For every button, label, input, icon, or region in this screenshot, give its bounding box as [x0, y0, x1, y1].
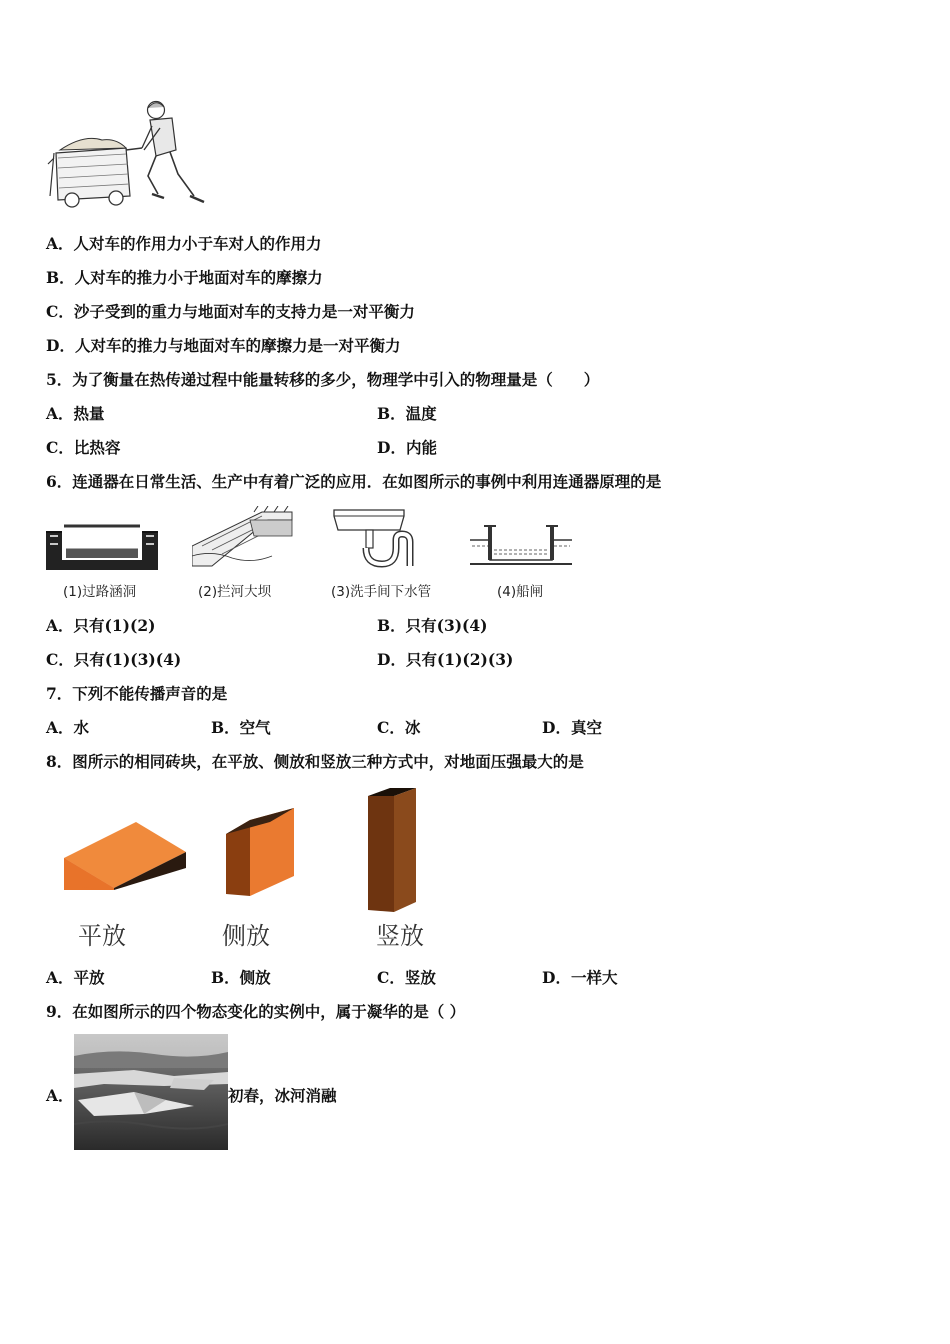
option-text: 内能	[405, 438, 437, 457]
option-text: 沙子受到的重力与地面对车的支持力是一对平衡力	[73, 302, 415, 321]
option-letter: B．	[46, 268, 75, 287]
option-text: 水	[73, 718, 90, 737]
brick-flat-caption: 平放	[78, 922, 126, 950]
q8-option-c	[377, 968, 436, 988]
option-text: 空气	[239, 718, 271, 737]
option-letter: C．	[46, 302, 74, 321]
option-text: 竖放	[404, 968, 436, 987]
q9-stem: 9．在如图所示的四个物态变化的实例中，属于凝华的是（ ）	[46, 1002, 466, 1021]
option-letter: C．	[377, 718, 405, 737]
q9-option-a-text: 初春，冰河消融	[228, 1086, 337, 1105]
option-text: 侧放	[239, 968, 271, 987]
brick-side-figure	[224, 806, 296, 898]
q7-option-a	[46, 718, 89, 738]
sink-drain-figure	[330, 506, 430, 572]
option-letter: B．	[211, 968, 240, 987]
option-letter: C．	[46, 438, 74, 457]
q4-option-b	[46, 268, 323, 288]
q4-option-a	[46, 234, 322, 254]
brick-side-caption: 侧放	[222, 922, 270, 950]
culvert-caption: (1)过路涵洞	[63, 584, 137, 600]
option-letter: D．	[46, 336, 75, 355]
option-text: 只有(1)(2)(3)	[405, 650, 514, 669]
brick-flat-figure	[62, 814, 188, 894]
option-text: 温度	[405, 404, 437, 423]
dam-caption: (2)拦河大坝	[198, 584, 272, 600]
q8-option-d	[542, 968, 617, 988]
option-letter: B．	[377, 616, 406, 635]
q7-stem: 7．下列不能传播声音的是	[46, 684, 228, 703]
q5-option-b	[377, 404, 437, 424]
option-letter: A．	[46, 404, 74, 423]
option-letter: D．	[542, 718, 571, 737]
option-text: 人对车的作用力小于车对人的作用力	[73, 234, 322, 253]
dam-figure	[192, 506, 296, 572]
option-text: 比热容	[73, 438, 121, 457]
q4-option-c	[46, 302, 415, 322]
q7-option-b	[211, 718, 271, 738]
option-letter: C．	[46, 650, 74, 669]
option-text: 真空	[570, 718, 602, 737]
option-letter: B．	[377, 404, 406, 423]
option-letter: B．	[211, 718, 240, 737]
q5-option-c	[46, 438, 120, 458]
q6-option-b	[377, 616, 488, 636]
option-letter: A．	[46, 718, 74, 737]
q7-option-c	[377, 718, 420, 738]
q5-option-d	[377, 438, 437, 458]
culvert-figure	[46, 518, 158, 570]
q7-option-d	[542, 718, 602, 738]
q6-option-d	[377, 650, 513, 670]
q5-stem: 5．为了衡量在热传递过程中能量转移的多少，物理学中引入的物理量是（ ）	[46, 370, 600, 389]
option-letter: A．	[46, 968, 74, 987]
q6-stem: 6．连通器在日常生活、生产中有着广泛的应用．在如图所示的事例中利用连通器原理的是	[46, 472, 662, 491]
melting-ice-river-photo	[74, 1034, 228, 1150]
option-letter: A．	[46, 616, 74, 635]
option-text: 人对车的推力与地面对车的摩擦力是一对平衡力	[74, 336, 401, 355]
option-text: 人对车的推力小于地面对车的摩擦力	[74, 268, 323, 287]
q8-stem: 8．图所示的相同砖块，在平放、侧放和竖放三种方式中，对地面压强最大的是	[46, 752, 584, 771]
q8-option-a	[46, 968, 105, 988]
q6-option-a	[46, 616, 155, 636]
option-text: 一样大	[570, 968, 618, 987]
ship-lock-figure	[470, 520, 572, 570]
q9-option-a-letter: A．	[46, 1086, 74, 1105]
option-letter: C．	[377, 968, 405, 987]
q8-option-b	[211, 968, 271, 988]
option-letter: D．	[377, 438, 406, 457]
option-text: 热量	[73, 404, 105, 423]
brick-upright-figure	[366, 786, 418, 914]
brick-upright-caption: 竖放	[376, 922, 424, 950]
option-letter: D．	[542, 968, 571, 987]
option-text: 只有(3)(4)	[405, 616, 488, 635]
q6-option-c	[46, 650, 181, 670]
sink-drain-caption: (3)洗手间下水管	[331, 584, 432, 600]
q4-option-d	[46, 336, 400, 356]
option-letter: A．	[46, 234, 74, 253]
boy-pushing-cart-figure	[44, 98, 214, 212]
option-letter: D．	[377, 650, 406, 669]
option-text: 只有(1)(2)	[73, 616, 156, 635]
ship-lock-caption: (4)船闸	[497, 584, 544, 600]
option-text: 只有(1)(3)(4)	[73, 650, 182, 669]
option-text: 平放	[73, 968, 105, 987]
option-text: 冰	[404, 718, 421, 737]
q5-option-a	[46, 404, 105, 424]
